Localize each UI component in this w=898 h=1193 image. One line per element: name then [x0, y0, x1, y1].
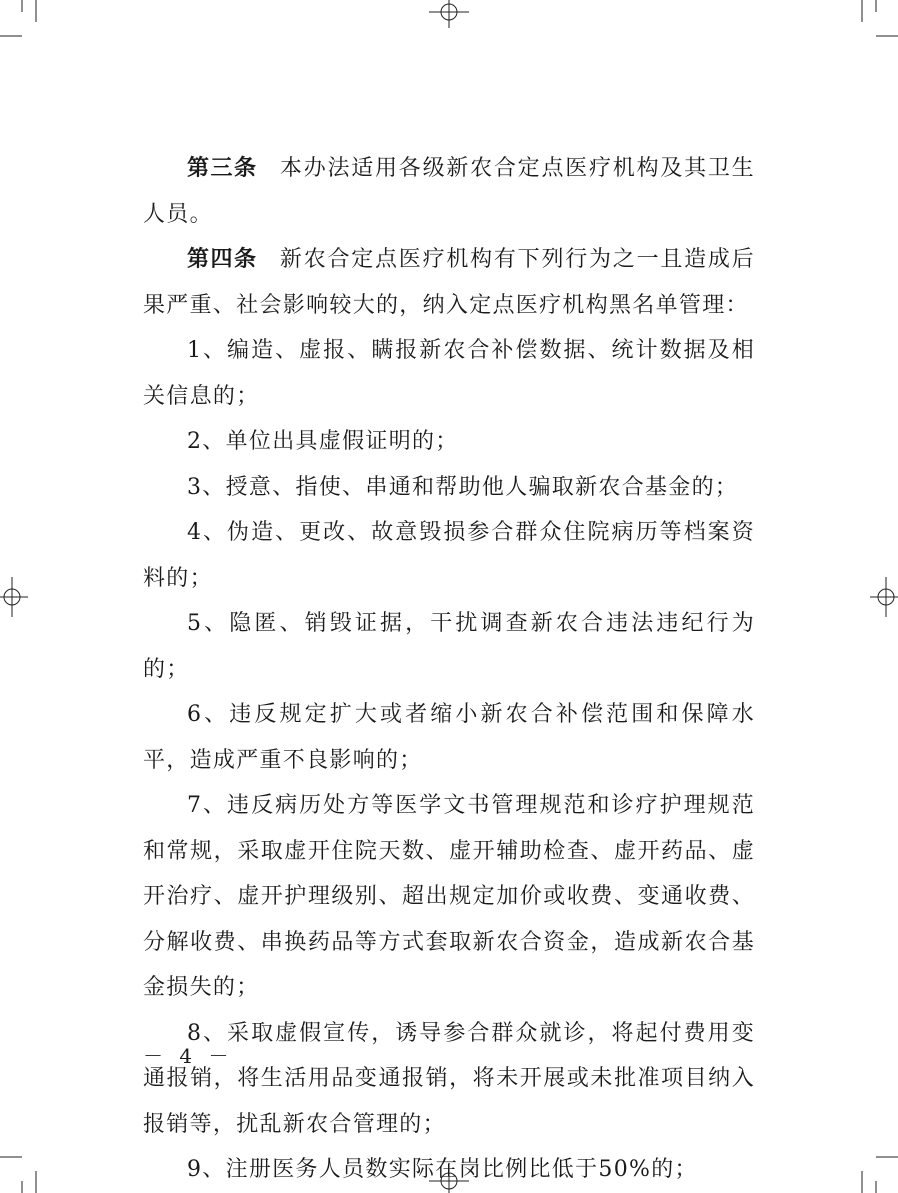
list-item: 4、伪造、更改、故意毁损参合群众住院病历等档案资料的；	[143, 520, 755, 591]
article-text: 新农合定点医疗机构有下列行为之一且造成后果严重、社会影响较大的，纳入定点医疗机构黑名单管理：	[143, 247, 755, 318]
article-heading: 第三条	[187, 156, 258, 181]
list-item: 3、授意、指使、串通和帮助他人骗取新农合基金的；	[187, 474, 739, 500]
list-item: 5、隐匿、销毁证据，干扰调查新农合违法违纪行为的；	[143, 611, 755, 682]
list-item: 2、单位出具虚假证明的；	[187, 429, 459, 454]
article-4	[143, 237, 755, 328]
list-item: 9、注册医务人员数实际在岗比例比低于50%的；	[187, 1157, 698, 1182]
list-item: 8、采取虚假宣传，诱导参合群众就诊，将起付费用变通报销，将生活用品变通报销，将未开展或未批准项目纳入报销等，扰乱新农合管理的；	[143, 1020, 755, 1137]
list-item: 7、违反病历处方等医学文书管理规范和诊疗护理规范和常规，采取虚开住院天数、虚开辅助检查、虚开药品、虚开治疗、虚开护理级别、超出规定加价或收费、变通收费、分解收费、串换药品等方式套取新农合资金，造成新农合基金损失的；	[143, 793, 755, 1000]
list-item: 6、违反规定扩大或者缩小新农合补偿范围和保障水平，造成严重不良影响的；	[143, 702, 755, 773]
document-body	[143, 146, 755, 1193]
list-item: 1、编造、虚报、瞒报新农合补偿数据、统计数据及相关信息的；	[143, 338, 755, 409]
page-number: － 4 －	[143, 1044, 234, 1068]
article-heading: 第四条	[187, 247, 258, 272]
article-text: 本办法适用各级新农合定点医疗机构及其卫生人员。	[143, 156, 755, 227]
article-3	[143, 146, 755, 237]
